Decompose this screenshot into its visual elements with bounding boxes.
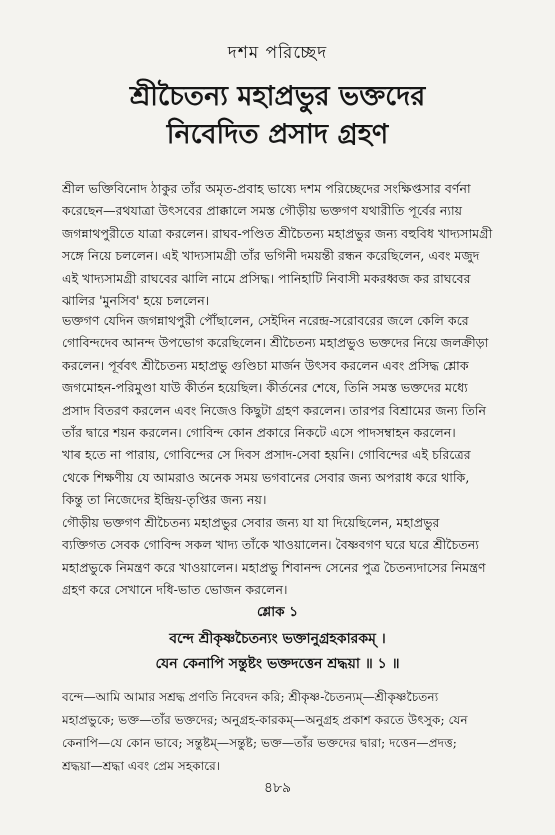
text-line: সঙ্গে নিয়ে চললেন। এই খাদ্যসামগ্রী তাঁর ভগিনী দময়ন্তী রন্ধন করেছিলেন, এবং মজুদ [62,248,480,264]
text-line: এই খাদ্যসামগ্রী রাঘবের ঝালি নামে প্রসিদ্ধ। পানিহাটি নিবাসী মকরধ্বজ কর রাঘবের [62,270,471,286]
text-line: ভক্তগণ যেদিন জগন্নাথপুরী পৌঁছালেন, সেইদিন নরেন্দ্র-সরোবরের জলে কেলি করে [62,313,469,328]
text-line: মহাপ্রভুকে; ভক্ত—তাঁর ভক্তদের; অনুগ্রহ-কারকম্—অনুগ্রহ প্রকাশ করতে উৎসুক; যেন [62,713,468,727]
summary-paragraph-3 [62,512,533,602]
text-line: গোবিন্দদেব আনন্দ উপভোগ করেছিলেন। শ্রীচৈতন্য মহাপ্রভুও ভক্তদের নিয়ে জলক্রীড়া [62,335,489,351]
text-line: করলেন। পূর্ববৎ শ্রীচৈতন্য মহাপ্রভু গুণ্ডিচা মার্জন উৎসব করলেন এবং প্রসিদ্ধ শ্লোক [62,357,469,373]
word-for-word-translation [62,686,535,778]
verse-line-2: যেন কেনাপি সন্তুষ্টং ভক্তদত্তেন শ্রদ্ধয়া ॥ ১ ॥ [155,656,400,672]
text-line: শ্রীল ভক্তিবিনোদ ঠাকুর তাঁর অমৃত-প্রবাহ ভাষ্যে দশম পরিচ্ছেদের সংক্ষিপ্তসার বর্ণনা [62,181,471,196]
text-line: ব্যক্তিগত সেবক গোবিন্দ সকল খাদ্য তাঁকে খাওয়ালেন। বৈষ্ণবগণ ঘরে ঘরে শ্রীচৈতন্য [62,537,479,553]
text-line: তাঁর দ্বারে শয়ন করলেন। গোবিন্দ কোন প্রকারে নিকটে এসে পাদসম্বাহন করলেন। [62,424,456,440]
chapter-heading: দশম পরিচ্ছেদ [227,43,328,63]
text-line: শ্রদ্ধয়া—শ্রদ্ধা এবং প্রেম সহকারে। [62,759,221,773]
text-line: বন্দে—আমি আমার সশ্রদ্ধ প্রণতি নিবেদন করি; শ্রীকৃষ্ণ-চৈতন্যম্—শ্রীকৃষ্ণচৈতন্য [62,690,439,704]
text-line: জগমোহন-পরিমুণ্ডা যাউ কীর্তন হয়েছিল। কীর্তনের শেষে, তিনি সমস্ত ভক্তদের মধ্যে [62,380,468,396]
text-line: জগন্নাথপুরীতে যাত্রা করলেন। রাঘব-পণ্ডিত শ্রীচৈতন্য মহাপ্রভুর জন্য বহুবিধ খাদ্যসামগ্রী [62,225,493,241]
chapter-title-line-1: শ্রীচৈতন্য মহাপ্রভুর ভক্তদের [129,81,426,112]
text-line: গৌড়ীয় ভক্তগণ শ্রীচৈতন্য মহাপ্রভুর সেবার জন্য যা যা দিয়েছিলেন, মহাপ্রভুর [62,515,440,530]
text-line: কিন্তু তা নিজেদের ইন্দ্রিয়-তৃপ্তির জন্য নয়। [62,492,267,508]
verse-line-1: বন্দে শ্রীকৃষ্ণচৈতন্যং ভক্তানুগ্রহকারকম্ । [169,631,386,647]
text-line: ঝালির 'মুনসিব' হয়ে চললেন। [62,292,210,308]
text-line: থেকে শিক্ষণীয় যে আমরাও অনেক সময় ভগবানের সেবার জন্য অপরাধ করে থাকি, [62,469,470,485]
text-line: কেনাপি—যে কোন ভাবে; সন্তুষ্টম্—সন্তুষ্ট; ভক্ত—তাঁর ভক্তদের দ্বারা; দত্তেন—প্রদত্ত; [62,736,457,750]
text-line: খাৰ হতে না পারায়, গোবিন্দের সে দিবস প্রসাদ-সেবা হয়নি। গোবিন্দের এই চরিত্রের [62,447,471,463]
chapter-title-line-2: নিবেদিত প্রসাদ গ্রহণ [166,119,389,150]
text-line: গ্রহণ করে সেখানে দধি-ভাত ভোজন করলেন। [62,582,288,598]
shloka-heading: শ্লোক ১ [256,604,299,620]
page-number: ৪৮৯ [263,780,292,796]
text-line: মহাপ্রভুকে নিমন্ত্রণ করে খাওয়ালেন। মহাপ্রভু শিবানন্দ সেনের পুত্র চৈতন্যদাসের নিমন্ত্রণ [62,559,486,575]
summary-paragraph-1 [62,178,533,312]
text-line: প্রসাদ বিতরণ করলেন এবং নিজেও কিছুটা গ্রহণ করলেন। তারপর বিশ্রামের জন্য তিনি [62,402,486,418]
summary-paragraph-2 [62,310,533,512]
text-line: করেছেন—রথযাত্রা উৎসবের প্রাক্কালে সমস্ত গৌড়ীয় ভক্তগণ যথারীতি পূর্বের ন্যায় [62,203,463,219]
